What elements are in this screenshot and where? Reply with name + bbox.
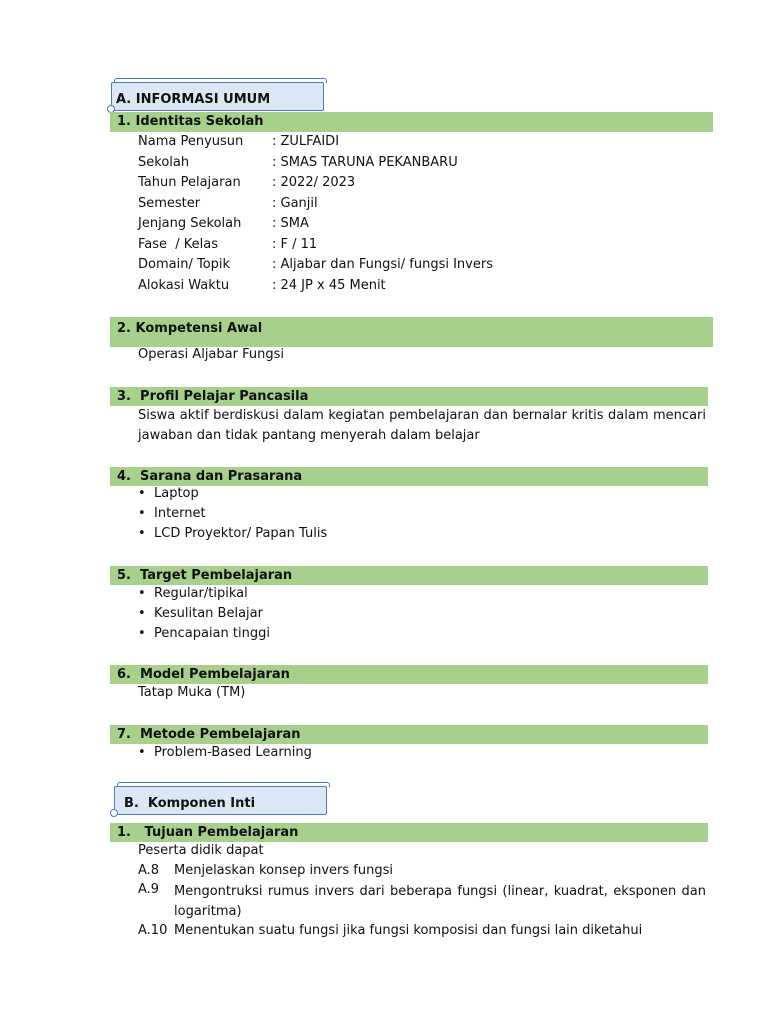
- tujuan-intro: Peserta didik dapat: [138, 843, 264, 858]
- identitas-label: Fase / Kelas: [138, 236, 219, 252]
- list-item-text: Problem-Based Learning: [154, 745, 312, 760]
- tujuan-item-text: Menjelaskan konsep invers fungsi: [174, 863, 393, 878]
- tujuan-item: [138, 863, 706, 883]
- section-a-title: A. INFORMASI UMUM: [116, 92, 271, 107]
- kompetensi-header: [110, 317, 713, 347]
- section-b-title: B. Komponen Inti: [124, 796, 256, 811]
- identitas-label: Tahun Pelajaran: [138, 175, 241, 190]
- box-scroll-top: [114, 78, 327, 83]
- identitas-value: : ZULFAIDI: [272, 134, 340, 149]
- tujuan-header-label: 1. Tujuan Pembelajaran: [117, 825, 299, 840]
- list-item-text: Internet: [154, 506, 206, 521]
- tujuan-item-text: Mengontruksi rumus invers dari beberapa fungsi (linear, kuadrat, eksponen dan logaritma): [174, 884, 706, 919]
- tujuan-header: [110, 823, 708, 842]
- identitas-label: Alokasi Waktu: [138, 277, 230, 293]
- section-a-title-box: [111, 82, 324, 111]
- bullet-icon: •: [138, 486, 146, 501]
- model-header: [110, 665, 708, 684]
- identitas-value: : SMAS TARUNA PEKANBARU: [272, 154, 458, 170]
- identitas-value: : 24 JP x 45 Menit: [272, 277, 386, 293]
- target-header-label: 5. Target Pembelajaran: [117, 568, 293, 583]
- profil-header: [110, 387, 708, 406]
- bullet-icon: •: [138, 745, 146, 760]
- box-scroll-curl: [110, 809, 118, 817]
- list-item-text: Regular/tipikal: [154, 586, 248, 601]
- list-item-text: Laptop: [154, 486, 199, 501]
- identitas-label: Semester: [138, 195, 201, 211]
- identitas-label: Domain/ Topik: [138, 257, 231, 272]
- tujuan-item: [138, 923, 706, 943]
- tujuan-item: [138, 882, 706, 922]
- identitas-label: Nama Penyusun: [138, 134, 244, 149]
- box-scroll-top: [117, 782, 330, 787]
- bullet-icon: •: [138, 606, 146, 621]
- identitas-value: : Ganjil: [272, 195, 318, 211]
- identitas-table: [138, 134, 698, 304]
- profil-text: Siswa aktif berdiskusi dalam kegiatan pembelajaran dan bernalar kritis dalam mencari jawaban dan tidak pantang menyerah dalam belajar: [138, 408, 706, 443]
- kompetensi-header-label: 2. Kompetensi Awal: [117, 321, 263, 336]
- target-header: [110, 566, 708, 585]
- identitas-value: : SMA: [272, 216, 309, 231]
- tujuan-item-number: A.10: [138, 923, 168, 938]
- metode-header-label: 7. Metode Pembelajaran: [117, 727, 301, 742]
- bullet-icon: •: [138, 506, 146, 521]
- tujuan-item-number: A.8: [138, 863, 160, 878]
- identitas-value: : Aljabar dan Fungsi/ fungsi Invers: [272, 257, 493, 272]
- tujuan-item-number: A.9: [138, 882, 160, 897]
- identitas-header-label: 1. Identitas Sekolah: [117, 114, 264, 129]
- bullet-icon: •: [138, 526, 146, 541]
- bullet-icon: •: [138, 626, 146, 641]
- list-item-text: Kesulitan Belajar: [154, 606, 263, 621]
- identitas-header: [110, 112, 713, 132]
- section-b-title-box: [114, 786, 327, 815]
- kompetensi-text: Operasi Aljabar Fungsi: [138, 347, 284, 362]
- sarana-header-label: 4. Sarana dan Prasarana: [117, 469, 303, 484]
- list-item-text: Pencapaian tinggi: [154, 626, 270, 641]
- profil-header-label: 3. Profil Pelajar Pancasila: [117, 389, 309, 404]
- list-item-text: LCD Proyektor/ Papan Tulis: [154, 526, 328, 541]
- identitas-label: Jenjang Sekolah: [138, 216, 242, 231]
- sarana-header: [110, 467, 708, 486]
- identitas-label: Sekolah: [138, 154, 190, 170]
- identitas-value: : F / 11: [272, 236, 318, 252]
- identitas-value: : 2022/ 2023: [272, 175, 356, 190]
- metode-header: [110, 725, 708, 744]
- tujuan-item-text: Menentukan suatu fungsi jika fungsi komposisi dan fungsi lain diketahui: [174, 923, 643, 938]
- bullet-icon: •: [138, 586, 146, 601]
- model-text: Tatap Muka (TM): [138, 685, 246, 700]
- model-header-label: 6. Model Pembelajaran: [117, 667, 290, 682]
